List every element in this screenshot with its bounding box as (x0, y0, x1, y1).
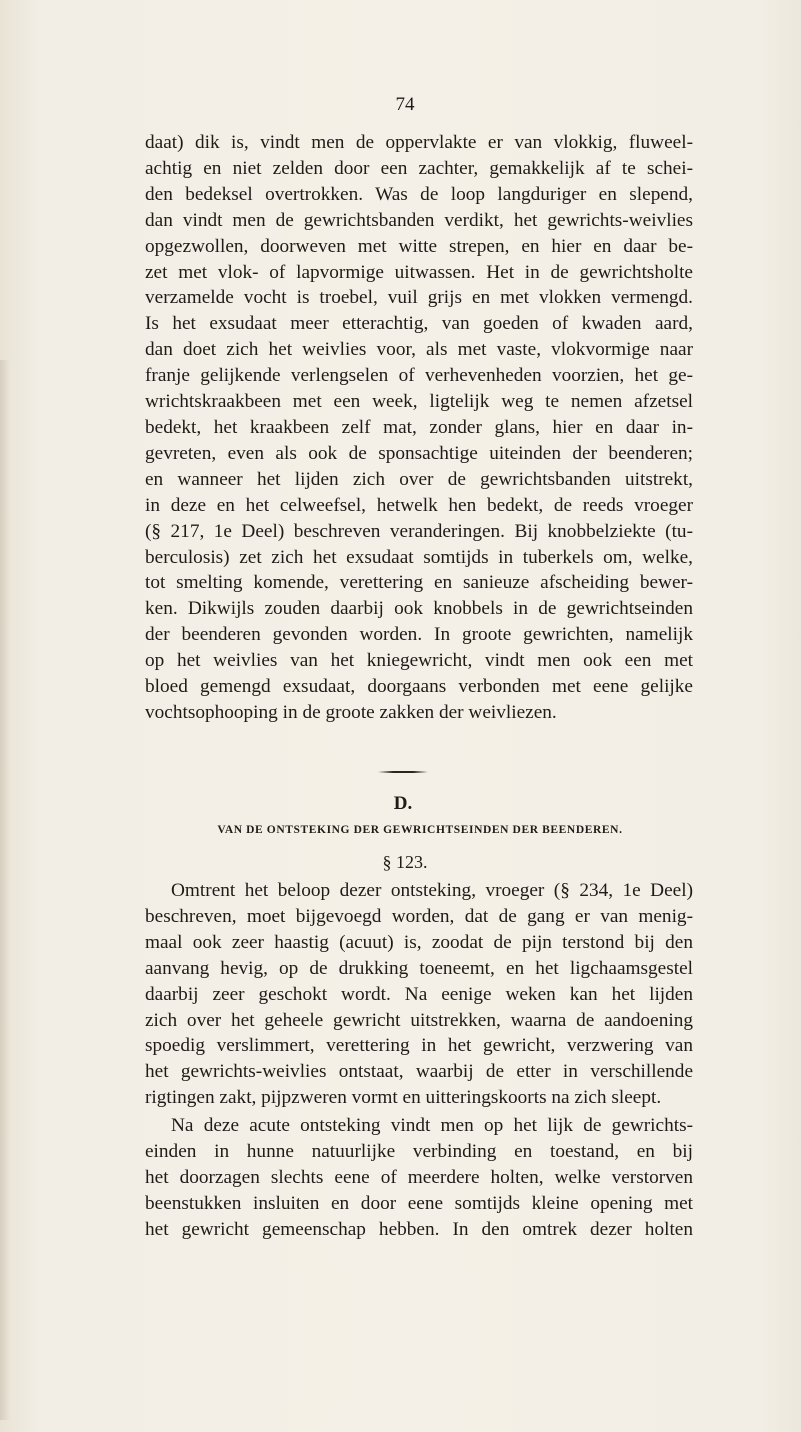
text-line: maal ook zeer haastig (acuut) is, zoodat de pijn terstond bij den (145, 931, 693, 953)
text-line: wrichtskraakbeen met een week, ligtelijk weg te nemen afzetsel (145, 391, 693, 413)
page-number: 74 (395, 94, 415, 115)
text-line: Na deze acute ontsteking vindt men op het lijk de gewrichts- (171, 1115, 693, 1136)
text-line: zet met vlok- of lapvormige uitwassen. Het in de gewrichtsholte (145, 261, 693, 283)
section-divider (378, 771, 428, 773)
text-line: dan doet zich het weivlies voor, als met vaste, vlokvormige naar (145, 339, 693, 361)
paragraph-number: § 123. (382, 852, 428, 872)
paragraph-3 (145, 1113, 693, 1243)
text-line: beenstukken insluiten en door eene somtijds kleine opening met (145, 1192, 693, 1214)
text-line: op het weivlies van het kniegewricht, vindt men ook een met (145, 650, 693, 672)
text-line: daat) dik is, vindt men de oppervlakte er van vlokkig, fluweel- (145, 132, 693, 153)
text-line: en wanneer het lijden zich over de gewrichtsbanden uitstrekt, (145, 468, 693, 490)
text-line: der beenderen gevonden worden. In groote gewrichten, namelijk (145, 624, 693, 646)
text-line: Omtrent het beloop dezer ontsteking, vroeger (§ 234, 1e Deel) (171, 880, 693, 901)
text-line: spoedig verslimmert, verettering in het gewricht, verzwering van (145, 1035, 693, 1057)
section-letter: D. (393, 793, 413, 814)
text-line: het doorzagen slechts eene of meerdere holten, welke verstorven (145, 1166, 693, 1188)
text-line: franje gelijkende verlengselen of verhevenheden voorzien, het ge- (145, 365, 693, 387)
page-spine-shadow (0, 360, 10, 1420)
text-line: daarbij zeer geschokt wordt. Na eenige weken kan het lijden (145, 983, 693, 1005)
text-line: dan vindt men de gewrichtsbanden verdikt, het gewrichts-weivlies (145, 209, 693, 231)
text-line: opgezwollen, doorweven met witte strepen, en hier en daar be- (145, 235, 693, 257)
paragraph-1 (145, 130, 693, 726)
text-line: vochtsophooping in de groote zakken der weivliezen. (145, 701, 557, 723)
text-line: het gewricht gemeenschap hebben. In den omtrek dezer holten (145, 1218, 693, 1240)
text-line: zich over het geheele gewricht uitstrekken, waarna de aandoening (145, 1009, 693, 1031)
text-line: beschreven, moet bijgevoegd worden, dat de gang er van menig- (145, 905, 693, 927)
text-line: rigtingen zakt, pijpzweren vormt en uitteringskoorts na zich sleept. (145, 1087, 662, 1109)
text-line: aanvang hevig, op de drukking toeneemt, en het ligchaamsgestel (145, 957, 693, 979)
paragraph-2 (145, 878, 693, 1111)
text-line: einden in hunne natuurlijke verbinding en toestand, en bij (145, 1140, 693, 1162)
text-line: berculosis) zet zich het exsudaat somtijds in tuberkels om, welke, (145, 546, 693, 568)
text-line: verzamelde vocht is troebel, vuil grijs en met vlokken vermengd. (145, 287, 693, 309)
text-line: Is het exsudaat meer etterachtig, van goeden of kwaden aard, (145, 313, 693, 335)
text-line: in deze en het celweefsel, hetwelk hen bedekt, de reeds vroeger (145, 494, 693, 516)
section-title: VAN DE ONTSTEKING DER GEWRICHTSEINDEN DER BEENDEREN. (217, 824, 623, 836)
text-line: bloed gemengd exsudaat, doorgaans verbonden met eene gelijke (145, 676, 693, 698)
text-line: ken. Dikwijls zouden daarbij ook knobbels in de gewrichtseinden (145, 598, 693, 620)
text-line: den bedeksel overtrokken. Was de loop langduriger en slepend, (145, 183, 693, 205)
text-line: achtig en niet zelden door een zachter, gemakkelijk af te schei- (145, 157, 693, 179)
text-line: bedekt, het kraakbeen zelf mat, zonder glans, hier en daar in- (145, 416, 693, 438)
text-line: (§ 217, 1e Deel) beschreven veranderingen. Bij knobbelziekte (tu- (145, 520, 693, 542)
text-line: gevreten, even als ook de sponsachtige uiteinden der beenderen; (145, 442, 693, 464)
text-line: het gewrichts-weivlies ontstaat, waarbij de etter in verschillende (145, 1061, 693, 1083)
text-line: tot smelting komende, verettering en sanieuze afscheiding bewer- (145, 572, 693, 594)
